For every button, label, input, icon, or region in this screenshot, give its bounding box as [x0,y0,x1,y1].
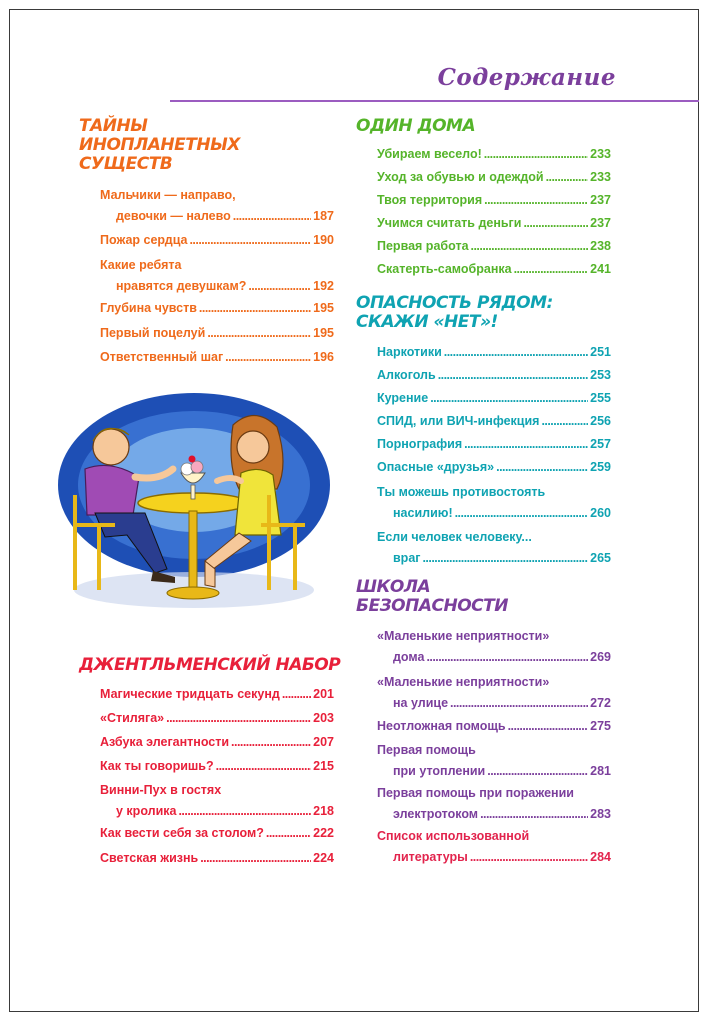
toc-page-number: 201 [313,687,334,701]
toc-page-number: 222 [313,826,334,840]
toc-entry[interactable] [377,716,611,737]
dot-leader [450,693,588,714]
toc-page-number: 237 [590,216,611,230]
toc-entry-title: Первая помощь [377,743,476,757]
dot-leader [541,411,588,432]
dot-leader [487,761,588,782]
toc-page-number: 203 [313,711,334,725]
toc-page-number: 255 [590,391,611,405]
toc-page-number: 275 [590,719,611,733]
toc-entry[interactable] [100,708,334,729]
toc-entry[interactable] [377,167,611,188]
toc-entry[interactable] [100,848,334,869]
toc-page-number: 195 [313,326,334,340]
dot-leader [233,206,311,227]
toc-page-number: 256 [590,414,611,428]
toc-entry[interactable] [377,626,611,668]
toc-page-number: 281 [590,764,611,778]
toc-page-number: 192 [313,279,334,293]
toc-entry-title: Первая работа [377,239,469,253]
toc-entry-title: Как вести себя за столом? [100,826,264,840]
dot-leader [189,230,311,251]
dot-leader [484,190,588,211]
toc-page-number: 257 [590,437,611,451]
toc-entry-title: СПИД, или ВИЧ-инфекция [377,414,540,428]
toc-entry[interactable] [377,482,611,524]
dot-leader [225,347,311,368]
toc-entry[interactable] [100,255,334,297]
toc-entry[interactable] [377,342,611,363]
toc-entry[interactable] [377,457,611,478]
toc-page-number: 237 [590,193,611,207]
toc-entry-title: Наркотики [377,345,442,359]
dot-leader [199,298,311,319]
toc-page-number: 269 [590,650,611,664]
dot-leader [216,756,312,777]
section-heading-safety: ШКОЛА БЕЗОПАСНОСТИ [356,577,508,616]
toc-entry-title-continued: враг [393,551,421,565]
toc-page-number: 196 [313,350,334,364]
toc-entry[interactable] [100,230,334,251]
dot-leader [514,259,589,280]
dot-leader [508,716,589,737]
toc-entry-title-continued: дома [393,650,425,664]
toc-entry-title-continued: у кролика [116,804,177,818]
toc-entry-title: Если человек человеку... [377,530,532,544]
dot-leader [178,801,311,822]
toc-entry-title-continued: при утоплении [393,764,486,778]
toc-page-number: 260 [590,506,611,520]
dot-leader [231,732,311,753]
dot-leader [464,434,588,455]
toc-entry-title-continued: литературы [393,850,468,864]
toc-page-number: 233 [590,147,611,161]
toc-page-number: 283 [590,807,611,821]
section-heading-gentleman: ДЖЕНТЛЬМЕНСКИЙ НАБОР [79,655,341,675]
toc-entry-title: Опасные «друзья» [377,460,495,474]
toc-entry-title: «Стиляга» [100,711,165,725]
section-heading-aliens: ТАЙНЫ ИНОПЛАНЕТНЫХ СУЩЕСТВ [79,116,240,174]
title-divider [170,100,699,102]
toc-entry-title: Учимся считать деньги [377,216,522,230]
toc-entry[interactable] [377,213,611,234]
toc-entry[interactable] [100,684,334,705]
toc-entry-title: Мальчики — направо, [100,188,236,202]
toc-entry-title: Светская жизнь [100,851,199,865]
toc-entry[interactable] [377,190,611,211]
toc-entry-title: Ответственный шаг [100,350,224,364]
toc-entry-title: Первая помощь при поражении [377,786,574,800]
toc-entry[interactable] [100,347,334,368]
toc-entry-title: Порнография [377,437,463,451]
toc-page-number: 272 [590,696,611,710]
toc-entry-title: Список использованной [377,829,530,843]
cafe-couple-illustration [55,385,333,615]
toc-entry[interactable] [100,823,334,844]
toc-entry[interactable] [377,434,611,455]
toc-entry[interactable] [100,185,334,227]
toc-page-number: 224 [313,851,334,865]
dot-leader [166,708,311,729]
toc-page-number: 190 [313,233,334,247]
toc-page-number: 284 [590,850,611,864]
dot-leader [426,647,588,668]
toc-entry[interactable] [377,783,611,825]
toc-entry[interactable] [100,732,334,753]
toc-page-number: 187 [313,209,334,223]
dot-leader [484,144,588,165]
toc-entry-title: Алкоголь [377,368,436,382]
dot-leader [470,847,588,868]
toc-page-number: 195 [313,301,334,315]
dot-leader [523,213,588,234]
toc-entry-title: Твоя территория [377,193,483,207]
dot-leader [480,804,588,825]
section-heading-home-alone: ОДИН ДОМА [356,116,476,136]
toc-entry-title: Пожар сердца [100,233,188,247]
dot-leader [496,457,588,478]
toc-entry[interactable] [377,740,611,782]
toc-entry-title-continued: девочки — налево [116,209,231,223]
toc-entry[interactable] [377,826,611,868]
toc-entry-title: «Маленькие неприятности» [377,675,550,689]
toc-page-number: 238 [590,239,611,253]
toc-entry-title-continued: насилию! [393,506,453,520]
toc-entry-title: Убираем весело! [377,147,482,161]
toc-entry-title: Уход за обувью и одеждой [377,170,544,184]
toc-entry-title: Магические тридцать секунд [100,687,280,701]
dot-leader [200,848,311,869]
toc-entry-title: Как ты говоришь? [100,759,214,773]
toc-page-number: 218 [313,804,334,818]
toc-entry[interactable] [100,756,334,777]
dot-leader [438,365,588,386]
toc-entry-title: «Маленькие неприятности» [377,629,550,643]
toc-entry[interactable] [377,388,611,409]
toc-entry[interactable] [377,527,611,569]
toc-entry-title: Какие ребята [100,258,182,272]
page-title: Содержание [437,64,616,91]
dot-leader [248,276,311,297]
dot-leader [430,388,588,409]
toc-page-number: 207 [313,735,334,749]
toc-entry[interactable] [377,411,611,432]
toc-page-number: 241 [590,262,611,276]
dot-leader [444,342,588,363]
toc-entry-title-continued: нравятся девушкам? [116,279,247,293]
dot-leader [207,323,311,344]
toc-entry-title: Первый поцелуй [100,326,206,340]
toc-entry-title-continued: электротоком [393,807,479,821]
dot-leader [282,684,311,705]
dot-leader [422,548,588,569]
section-heading-danger: ОПАСНОСТЬ РЯДОМ: СКАЖИ «НЕТ»! [356,293,553,332]
toc-entry[interactable] [377,672,611,714]
toc-page-number: 259 [590,460,611,474]
toc-page-number: 251 [590,345,611,359]
toc-entry[interactable] [377,259,611,280]
dot-leader [546,167,589,188]
toc-page-number: 215 [313,759,334,773]
toc-entry-title: Ты можешь противостоять [377,485,546,499]
toc-entry[interactable] [377,144,611,165]
toc-entry[interactable] [100,298,334,319]
toc-entry[interactable] [100,323,334,344]
dot-leader [455,503,589,524]
toc-entry-title: Скатерть-самобранка [377,262,512,276]
toc-page-number: 233 [590,170,611,184]
toc-entry-title: Азбука элегантности [100,735,230,749]
toc-entry-title: Глубина чувств [100,301,197,315]
dot-leader [471,236,589,257]
toc-entry-title-continued: на улице [393,696,449,710]
dot-leader [266,823,311,844]
toc-entry[interactable] [377,236,611,257]
toc-entry[interactable] [377,365,611,386]
toc-entry-title: Винни-Пух в гостях [100,783,222,797]
toc-page-number: 265 [590,551,611,565]
toc-entry[interactable] [100,780,334,822]
toc-page-number: 253 [590,368,611,382]
toc-entry-title: Неотложная помощь [377,719,506,733]
toc-entry-title: Курение [377,391,429,405]
